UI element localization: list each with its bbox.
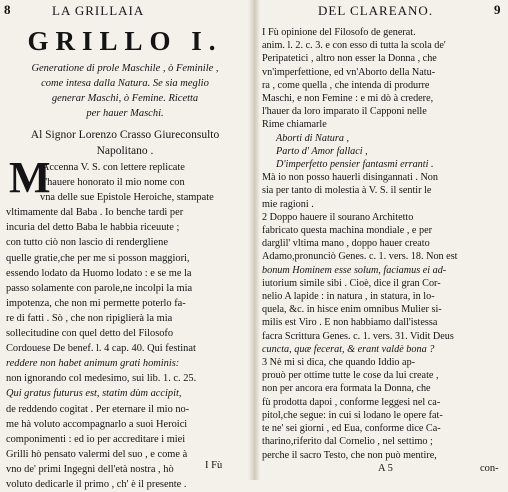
right-page-number: 9	[494, 2, 501, 17]
text-line: sia per tanto di molestia à V. S. il sentir le	[262, 185, 432, 197]
text-line: te ne' sei giorni , ed Eua, conforme dice Ca-	[262, 423, 441, 435]
text-line: non ignorando col medesimo, sui lib. 1. c. 25.	[6, 373, 197, 385]
text-line: mie ragioni .	[262, 198, 314, 210]
text-line: Maschi, e non Femine : e mi dò à credere,	[262, 93, 434, 105]
text-line: l'hauer da loro imparato il Capponi nelle	[262, 106, 427, 118]
left-running-head: LA GRILLAIA	[52, 3, 145, 18]
left-page-number: 8	[4, 2, 11, 17]
text-line: Aborti di Natura ,	[276, 132, 350, 144]
text-line: vno de' primi Ingegni dell'età nostra , hò	[6, 463, 174, 475]
text-line: ra , come quella , che intenda di produrre	[262, 79, 430, 91]
text-line: quelle gratie,che per me si posson maggiori,	[6, 252, 190, 264]
text-line: re di fatti . Sò , che non ripiglierà la mia	[6, 312, 173, 324]
text-line: prouò per ottime tutte le cose da lui create ,	[262, 370, 439, 382]
right-running-head: DEL CLAREANO.	[318, 3, 434, 18]
text-line: Rime chiamarle	[262, 119, 327, 131]
subtitle-line: per hauer Maschi.	[86, 108, 164, 119]
subtitle-line: generar Maschi, ò Femine. Ricetta	[51, 93, 199, 104]
text-line: I Fù opinione del Filosofo de generat.	[262, 27, 416, 38]
text-line: 2 Doppo hauere il sourano Architetto	[262, 211, 414, 223]
text-line: 'Accenna V. S. con lettere replicate	[40, 162, 185, 173]
text-line: de reddendo cogitat . Per eternare il mio no-	[6, 403, 190, 415]
text-line: con tutto ciò non lascio di rendergliene	[6, 237, 168, 249]
text-line: perche il sacro Testo, che non può mentire,	[262, 449, 437, 461]
text-line: cuncta, quæ fecerat, & erant valdè bona ?	[262, 343, 435, 355]
text-line: vna delle sue Epistole Heroiche, stampate	[40, 192, 214, 204]
text-line: Cordouese De benef. l. 4 cap. 40. Qui festinat	[6, 343, 196, 355]
text-line: essendo lodato da Huomo lodato : e se me la	[6, 267, 192, 279]
text-line: Grilli hò pensato valermi del suo , e come à	[6, 448, 188, 460]
text-line: darglil' vltima mano , doppo hauer creato	[262, 238, 430, 250]
signature-mark: A 5	[378, 463, 393, 474]
text-line: non per ancora era formata la Donna, che	[262, 383, 431, 395]
text-line: tharino,riferito dal Cornelio , nel settimo ;	[262, 436, 433, 448]
text-line: anim. l. 2. c. 3. e con esso di tutta la scola de'	[262, 40, 446, 52]
text-line: fù prodotta dapoi , conforme leggesi nel ca-	[262, 396, 441, 408]
text-line: incuria del detto Baba le habbia riceuute ;	[6, 222, 180, 234]
text-line: passo solamente con parole,ne incolpi la mia	[6, 282, 193, 294]
text-line: Qui gratus futurus est, statim dùm accipit,	[6, 388, 182, 400]
chapter-subtitle	[6, 61, 244, 121]
text-line: impotenza, che non mi permette poterlo fa-	[6, 297, 186, 309]
text-line: 3 Nè mi si dica, che quando Iddio ap-	[262, 357, 416, 369]
text-line: milis est Viro . E non habbiamo dall'istessa	[262, 317, 438, 329]
text-line: fabricato questa machina mondiale , e per	[262, 225, 432, 237]
subtitle-line: Generatione di prole Maschile , ò Feminile ,	[31, 63, 219, 74]
left-body-text	[6, 153, 214, 492]
right-body-text	[262, 26, 458, 462]
text-line: Peripatetici , altro non esser la Donna , che	[262, 53, 437, 65]
left-catchword: I Fù	[205, 460, 223, 471]
text-line: d'hauere honorato il mio nome con	[40, 177, 185, 189]
text-line: D'imperfetto pensier fantasmi erranti .	[276, 159, 434, 171]
text-line: sollecitudine con quel detto del Filosofo	[6, 328, 174, 340]
text-line: Parto d' Amor fallaci ,	[276, 145, 368, 157]
right-page	[258, 0, 508, 480]
text-line: Adamo,pronunciò Genes. c. 1. vers. 18. Non est	[262, 251, 458, 263]
chapter-title: GRILLO I.	[27, 26, 223, 56]
text-line: facra Scrittura Genes. c. 1. vers. 31. Vidit Deus	[262, 330, 454, 342]
text-line: iutorium simile sibi . Cioè, dice il gran Cor-	[262, 277, 441, 289]
dedication-line: Napolitano .	[96, 145, 154, 157]
text-line: vn'imperfettione, ed vn'Aborto della Natu-	[262, 66, 436, 78]
text-line: quela, &c. in hisce enim omnibus Mulier si-	[262, 304, 442, 316]
text-line: reddere non habet animum grati hominis:	[6, 358, 180, 370]
text-line: voluto dedicarle il primo , ch' è il presente .	[6, 478, 187, 490]
text-line: bonum Hominem esse solum, faciamus ei ad-	[262, 264, 447, 276]
text-line: nelio A lapide : in natura , in statura, in lo-	[262, 291, 435, 303]
subtitle-line: come intesa dalla Natura. Se sia meglio	[41, 78, 209, 89]
left-page	[0, 0, 250, 490]
text-line: componimenti : ed io per accreditare i miei	[6, 433, 186, 445]
text-line: pitol,che segue: in cui si lodano le opere fat-	[262, 409, 443, 421]
text-line: Mà io non posso hauerli disingannati . Non	[262, 172, 438, 184]
drop-cap: M	[9, 153, 51, 202]
dedication-line: Al Signor Lorenzo Crasso Giureconsulto	[30, 129, 220, 141]
text-line: me hà voluto accompagnarlo a suoi Heroici	[6, 418, 188, 430]
text-line: vltimamente dal Baba . Io benche tardi per	[6, 207, 184, 219]
right-catchword: con-	[480, 463, 499, 474]
